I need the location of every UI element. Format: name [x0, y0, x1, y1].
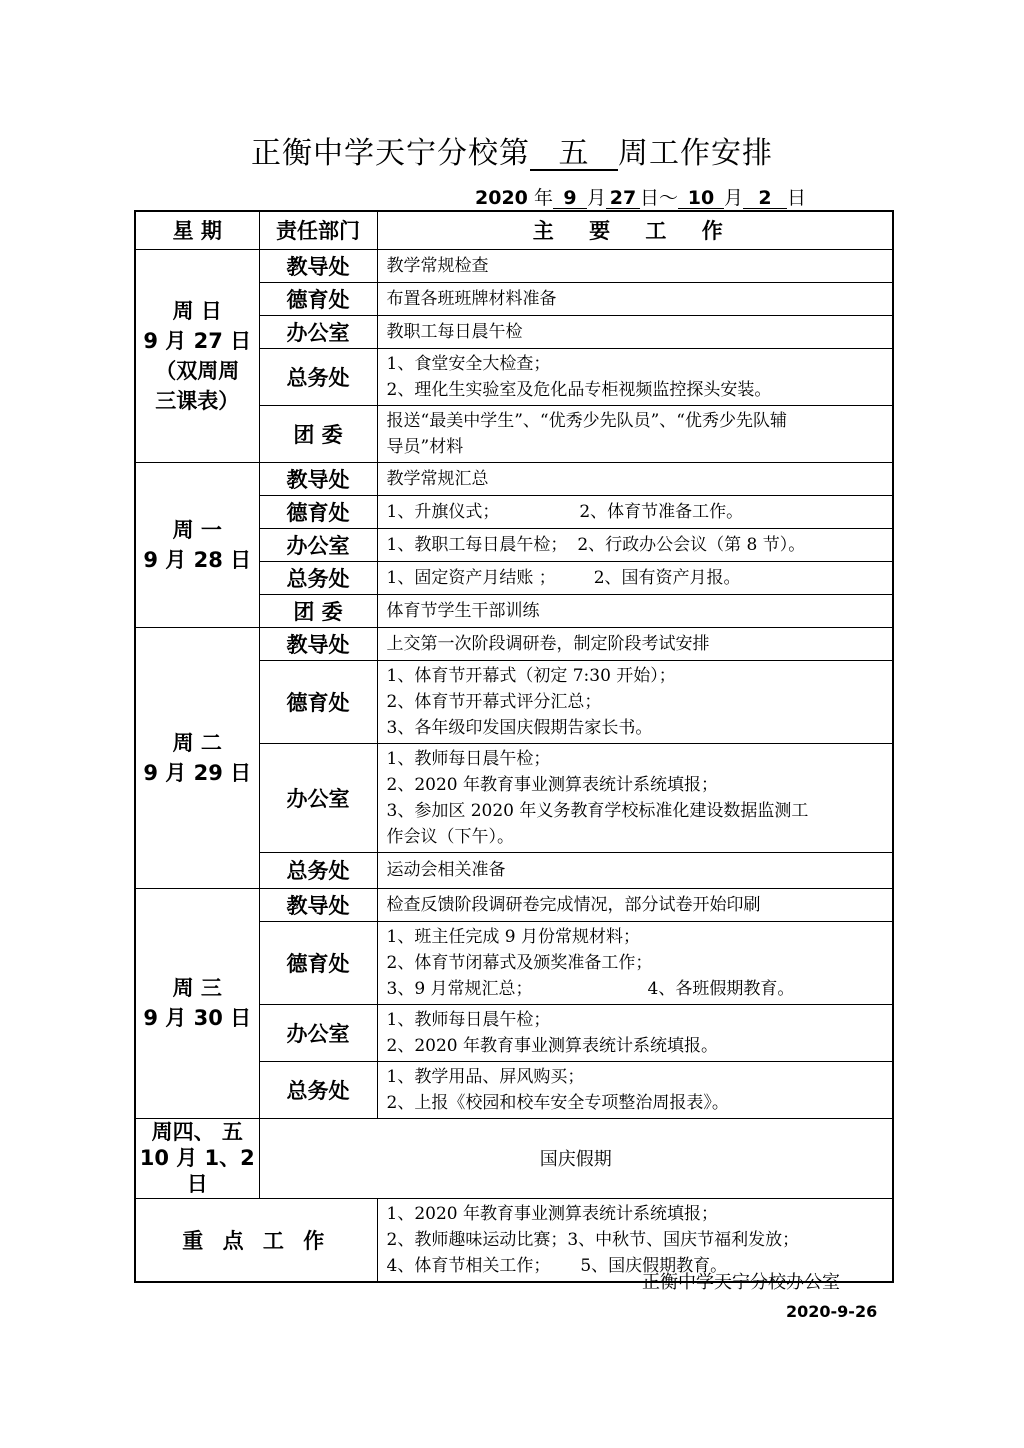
year-unit: 年	[533, 187, 553, 209]
work-line: 上交第一次阶段调研卷，制定阶段考试安排	[386, 633, 710, 654]
table-row	[135, 249, 893, 282]
work-cell	[377, 462, 893, 495]
work-line: 2、上报《校园和校车安全专项整治周报表》。	[386, 1092, 729, 1113]
day-unit-2: 日	[787, 187, 807, 209]
dept-cell: 德育处	[259, 921, 377, 1004]
work-cell	[377, 348, 893, 405]
work-line: 1、固定资产月结账 ；	[386, 567, 556, 588]
work-line: 2、体育节准备工作。	[579, 501, 744, 522]
day-thu-fri	[135, 1118, 259, 1198]
header-work: 主 要 工 作	[377, 211, 893, 249]
dept-cell: 德育处	[259, 660, 377, 743]
work-line: 2、教师趣味运动比赛；	[386, 1229, 568, 1250]
work-line: 1、升旗仪式；	[386, 501, 500, 522]
dept-cell: 教导处	[259, 249, 377, 282]
header-dept: 责任部门	[259, 211, 377, 249]
work-line: 1、食堂安全大检查；	[386, 353, 551, 374]
day-date: 9 月 29 日	[143, 760, 252, 785]
work-line: 教职工每日晨午检	[386, 321, 523, 342]
work-line: 2、国有资产月报。	[593, 567, 741, 588]
work-line: 教学常规检查	[386, 255, 489, 276]
table-row	[135, 627, 893, 660]
work-line: 3、各年级印发国庆假期告家长书。	[386, 717, 653, 738]
day-date: 日	[186, 1172, 208, 1196]
day-label: 周 一	[172, 517, 222, 542]
day-label: 周 二	[172, 730, 222, 755]
dept-cell: 总务处	[259, 852, 377, 888]
day-monday	[135, 462, 259, 627]
work-cell	[377, 561, 893, 594]
dept-cell: 办公室	[259, 743, 377, 852]
work-line: 3、9 月常规汇总；	[386, 978, 533, 999]
dept-cell: 德育处	[259, 495, 377, 528]
day-unit-range: 日～	[639, 187, 678, 209]
table-row	[135, 462, 893, 495]
dept-cell: 教导处	[259, 888, 377, 921]
dept-cell: 办公室	[259, 315, 377, 348]
work-cell	[377, 627, 893, 660]
day-note: 三课表）	[155, 388, 240, 413]
day-sunday	[135, 249, 259, 462]
work-cell	[377, 495, 893, 528]
work-line: 1、班主任完成 9 月份常规材料；	[386, 926, 640, 947]
date-range	[475, 183, 806, 210]
dept-cell: 教导处	[259, 627, 377, 660]
year: 2020	[475, 187, 528, 209]
work-line: 作会议（下午）。	[386, 826, 514, 847]
start-day: 27	[606, 188, 640, 209]
work-cell	[377, 249, 893, 282]
work-cell	[377, 743, 893, 852]
schedule-table	[134, 210, 894, 1283]
day-date: 9 月 30 日	[143, 1006, 252, 1030]
dept-cell: 总务处	[259, 1061, 377, 1118]
work-cell	[377, 315, 893, 348]
dept-cell: 教导处	[259, 462, 377, 495]
work-line: 4、体育节相关工作；	[386, 1255, 551, 1276]
work-cell	[377, 1004, 893, 1061]
work-line: 3、参加区 2020 年义务教育学校标准化建设数据监测工	[386, 800, 809, 821]
dept-cell: 德育处	[259, 282, 377, 315]
dept-cell: 总务处	[259, 348, 377, 405]
day-date: 9 月 28 日	[143, 547, 252, 572]
work-line: 教学常规汇总	[386, 468, 489, 489]
dept-cell: 办公室	[259, 528, 377, 561]
start-month: 9	[553, 188, 587, 209]
month-unit: 月	[586, 187, 606, 209]
table-row	[135, 888, 893, 921]
work-line: 2、体育节闭幕式及颁奖准备工作；	[386, 952, 653, 973]
day-label: 周 日	[172, 298, 222, 323]
end-month: 10	[678, 188, 724, 209]
work-line: 1、2020 年教育事业测算表统计系统填报；	[386, 1203, 718, 1224]
signature-date: 2020-9-26	[786, 1302, 878, 1321]
title-prefix: 正衡中学天宁分校第	[251, 136, 530, 171]
table-row	[135, 1118, 893, 1198]
dept-cell: 办公室	[259, 1004, 377, 1061]
work-line: 报送“最美中学生”、“优秀少先队员”、“优秀少先队辅	[386, 410, 787, 431]
work-line: 2、2020 年教育事业测算表统计系统填报；	[386, 774, 718, 795]
work-cell	[377, 660, 893, 743]
work-cell	[377, 888, 893, 921]
work-cell	[377, 921, 893, 1004]
work-cell	[377, 852, 893, 888]
work-line: 2、行政办公会议（第 8 节）。	[577, 534, 806, 555]
work-cell	[377, 405, 893, 462]
day-label: 周四、 五	[151, 1120, 243, 1144]
work-line: 1、教学用品、屏风购买；	[386, 1066, 585, 1087]
end-day: 2	[743, 188, 787, 209]
header-row	[135, 211, 893, 249]
work-line: 5、国庆假期教育。	[580, 1255, 728, 1276]
day-wednesday	[135, 888, 259, 1118]
day-note: （双周周	[155, 358, 240, 383]
work-cell	[377, 528, 893, 561]
work-line: 3、中秋节、国庆节福利发放；	[567, 1229, 800, 1250]
work-line: 1、教师每日晨午检；	[386, 1009, 551, 1030]
work-line: 2、体育节开幕式评分汇总；	[386, 691, 602, 712]
work-line: 检查反馈阶段调研卷完成情况，部分试卷开始印刷	[386, 894, 761, 915]
work-line: 布置各班班牌材料准备	[386, 288, 557, 309]
page-title	[0, 128, 1024, 172]
dept-cell: 总务处	[259, 561, 377, 594]
work-line: 2、2020 年教育事业测算表统计系统填报。	[386, 1035, 718, 1056]
title-suffix: 周工作安排	[618, 136, 773, 171]
work-line: 4、各班假期教育。	[647, 978, 795, 999]
key-work-label: 重 点 工 作	[135, 1198, 377, 1282]
work-line: 2、理化生实验室及危化品专柜视频监控探头安装。	[386, 379, 772, 400]
work-line: 运动会相关准备	[386, 860, 506, 880]
dept-cell: 团 委	[259, 594, 377, 627]
work-cell	[377, 1061, 893, 1118]
work-line: 1、教职工每日晨午检；	[386, 534, 568, 555]
work-line: 导员”材料	[386, 436, 464, 457]
month-unit-2: 月	[723, 187, 743, 209]
dept-cell: 团 委	[259, 405, 377, 462]
work-cell	[377, 594, 893, 627]
week-number: 五	[530, 139, 618, 171]
day-label: 周 三	[172, 976, 222, 1000]
day-tuesday	[135, 627, 259, 888]
work-cell	[377, 282, 893, 315]
header-day: 星 期	[135, 211, 259, 249]
signature-office: 正衡中学天宁分校办公室	[642, 1272, 840, 1293]
work-line: 体育节学生干部训练	[386, 600, 540, 621]
day-date: 9 月 27 日	[143, 328, 252, 353]
holiday-cell: 国庆假期	[259, 1118, 893, 1198]
work-line: 1、体育节开幕式（初定 7:30 开始）；	[386, 665, 676, 686]
work-line: 1、教师每日晨午检；	[386, 748, 551, 769]
day-date: 10 月 1、2	[139, 1146, 255, 1170]
